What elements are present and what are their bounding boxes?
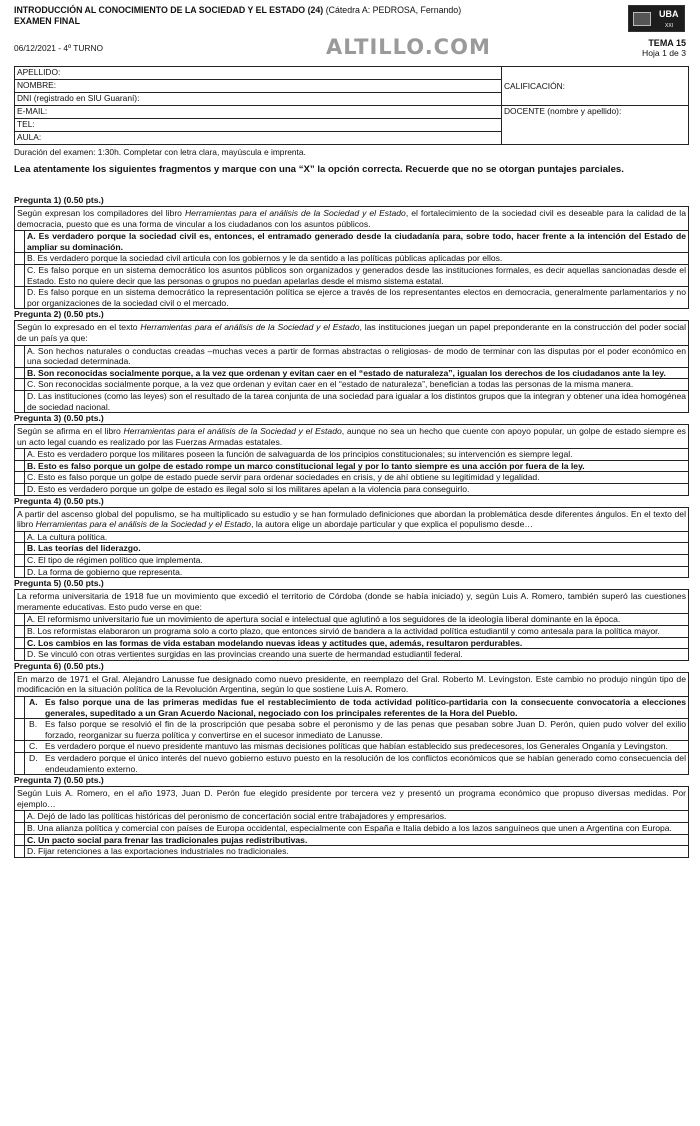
- aula-field[interactable]: AULA:: [15, 132, 502, 145]
- stem-text: , aunque no sea un hecho que cuente con apoyo popular, un golpe de estado siempre es un acto legal cuando es realizado por las Fuerzas Armadas estatales.: [17, 426, 686, 447]
- options-table: [14, 346, 689, 414]
- instructions: Lea atentamente los siguientes fragmentos y marque con una “X” la opción correcta. Recuerde que no se otorgan puntajes parciales.: [14, 164, 624, 175]
- answer-option[interactable]: [15, 449, 688, 460]
- answer-mark-box[interactable]: [15, 823, 25, 834]
- question-label: Pregunta 2) (0.50 pts.): [14, 309, 104, 320]
- answer-option[interactable]: [15, 483, 688, 495]
- answer-mark-box[interactable]: [15, 614, 25, 625]
- options-table: [14, 231, 689, 309]
- calificacion-field[interactable]: CALIFICACIÓN:: [502, 67, 689, 106]
- option-text: B. Es verdadero porque la sociedad civil articula con los gobiernos y le da sentido a las políticas públicas aplicadas por ellos.: [27, 253, 503, 264]
- answer-option[interactable]: [15, 637, 688, 649]
- answer-mark-box[interactable]: [15, 391, 25, 412]
- answer-mark-box[interactable]: [15, 543, 25, 554]
- question-block: [14, 413, 689, 496]
- answer-mark-box[interactable]: [15, 649, 25, 660]
- stem-text: La reforma universitaria de 1918 fue un movimiento que excedió el territorio de Córdoba (donde se había iniciado) y, según Luis A. Romero, también superó las cuestiones meramente educativas. Esto pudo verse en que:: [17, 591, 686, 612]
- logo-subtext: XXI: [665, 23, 674, 29]
- answer-mark-box[interactable]: [15, 567, 25, 578]
- answer-option[interactable]: [15, 614, 688, 625]
- sheet-number: Hoja 1 de 3: [642, 48, 686, 58]
- stem-text: , la autora elige un abordaje particular y que explica el populismo desde…: [251, 519, 533, 530]
- answer-option[interactable]: [15, 752, 688, 774]
- question-block: [14, 309, 689, 413]
- answer-mark-box[interactable]: [15, 719, 25, 740]
- question-stem: [14, 507, 689, 532]
- uba-logo: [628, 5, 685, 32]
- option-letter: D.: [29, 752, 38, 763]
- book-title: Herramientas para el análisis de la Sociedad y el Estado: [35, 519, 252, 530]
- question-block: [14, 578, 689, 661]
- tema-number: TEMA 15: [648, 38, 686, 48]
- question-label: Pregunta 7) (0.50 pts.): [14, 775, 104, 786]
- answer-mark-box[interactable]: [15, 835, 25, 846]
- answer-mark-box[interactable]: [15, 555, 25, 566]
- option-text: B. Una alianza política y comercial con países de Europa occidental, especialmente con España e Italia debido a los lazos sanguíneos que unen a Argentina con Europa.: [27, 822, 672, 833]
- answer-mark-box[interactable]: [15, 484, 25, 495]
- answer-mark-box[interactable]: [15, 626, 25, 637]
- email-field[interactable]: E-MAIL:: [15, 106, 502, 119]
- answer-option[interactable]: [15, 697, 688, 718]
- logo-text: UBA: [659, 9, 679, 19]
- docente-field[interactable]: DOCENTE (nombre y apellido):: [502, 106, 689, 145]
- option-letter: A.: [29, 696, 38, 707]
- question-label: Pregunta 5) (0.50 pts.): [14, 578, 104, 589]
- option-text: A. Dejó de lado las políticas históricas del peronismo de concertación social entre trabajadores y empresarios.: [27, 811, 447, 822]
- book-title: Herramientas para el análisis de la Sociedad y el Estado: [140, 322, 360, 333]
- options-table: [14, 697, 689, 775]
- question-label: Pregunta 6) (0.50 pts.): [14, 660, 104, 671]
- answer-option[interactable]: [15, 390, 688, 412]
- stem-text: Según Luis A. Romero, en el año 1973, Juan D. Perón fue elegido presidente por tercera vez y presentó un programa económico que propuso diversas medidas. Por ejemplo…: [17, 788, 686, 809]
- answer-mark-box[interactable]: [15, 638, 25, 649]
- duration-note: Duración del examen: 1:30h. Completar con letra clara, mayúscula e imprenta.: [14, 147, 306, 157]
- answer-option[interactable]: [15, 378, 688, 390]
- question-block: [14, 661, 689, 775]
- option-text: A. Esto es verdadero porque los militares poseen la función de salvaguarda de los principios constitucionales; su intervención es siempre legal.: [27, 449, 573, 460]
- options-table: [14, 614, 689, 660]
- exam-type: EXAMEN FINAL: [14, 16, 80, 26]
- option-text: D. Las instituciones (como las leyes) son el resultado de la tarea conjunta de una sociedad para igualar a los distintos grupos que la integran y obtener una idea homogénea de sociedad nacional.: [27, 390, 686, 412]
- questions-list: [14, 195, 689, 858]
- answer-option[interactable]: [15, 471, 688, 483]
- question-block: [14, 496, 689, 579]
- option-text: B. Las teorías del liderazgo.: [27, 543, 141, 554]
- answer-mark-box[interactable]: [15, 265, 25, 286]
- option-text: C. El tipo de régimen político que implementa.: [27, 555, 203, 566]
- exam-date: 06/12/2021 - 4º TURNO: [14, 43, 104, 53]
- answer-mark-box[interactable]: [15, 753, 25, 774]
- option-text: B. Esto es falso porque un golpe de estado rompe un marco constitucional legal y por lo tanto siempre es una acción por fuera de la ley.: [27, 460, 585, 471]
- option-letter: C.: [29, 741, 38, 752]
- question-block: [14, 775, 689, 858]
- option-text: Es verdadero porque el único interés del nuevo gobierno estuvo puesto en la resolución de los conflictos económicos que se habían generado como consecuencia del endeudamiento externo.: [45, 752, 686, 774]
- answer-option[interactable]: [15, 252, 688, 264]
- stem-text: Según expresan los compiladores del libro: [17, 208, 185, 218]
- answer-option[interactable]: [15, 740, 688, 752]
- options-table: [14, 811, 689, 857]
- answer-mark-box[interactable]: [15, 461, 25, 472]
- answer-option[interactable]: [15, 286, 688, 308]
- option-text: Es falso porque se resolvió el fin de la proscripción que pesaba sobre el peronismo y de las penas que pesaban sobre Juan D. Perón, quien pudo volver del exilio forzado, reorganizar su fuerza política y convertirse en el sucesor inmediato de Lanusse.: [45, 719, 686, 740]
- option-text: A. Son hechos naturales o conductas creadas –muchas veces a partir de formas abstractas o religiosas- de modo de terminar con las disputas por el poder económico en una sociedad determinada.: [27, 345, 686, 367]
- option-text: C. Un pacto social para frenar las tradicionales pujas redistributivas.: [27, 834, 308, 845]
- answer-mark-box[interactable]: [15, 449, 25, 460]
- question-label: Pregunta 1) (0.50 pts.): [14, 195, 104, 205]
- option-text: C. Son reconocidas socialmente porque, a la vez que ordenan y evitan caer en el “estado de naturaleza”, benefician a todas las personas de la misma manera.: [27, 379, 634, 390]
- answer-option[interactable]: [15, 648, 688, 660]
- answer-option[interactable]: [15, 460, 688, 472]
- answer-mark-box[interactable]: [15, 287, 25, 308]
- student-data-table: [14, 66, 689, 145]
- option-text: Es verdadero porque el nuevo presidente mantuvo las mismas decisiones políticas que habían establecido sus predecesores, los Generales Onganía y Levingston.: [45, 741, 668, 752]
- course-title: INTRODUCCIÓN AL CONOCIMIENTO DE LA SOCIEDAD Y EL ESTADO (24): [14, 5, 324, 15]
- answer-option[interactable]: [15, 264, 688, 286]
- answer-option[interactable]: [15, 566, 688, 578]
- question-label: Pregunta 4) (0.50 pts.): [14, 495, 104, 506]
- answer-option[interactable]: [15, 718, 688, 740]
- stem-text: Según lo expresado en el texto: [17, 322, 141, 333]
- answer-option[interactable]: [15, 625, 688, 637]
- option-text: Es falso porque una de las primeras medidas fue el restablecimiento de toda actividad político-partidaria con la consecuente convocatoria a elecciones generales, supeditado a un Gran Acuerdo Nacional, negociado con los principales referentes de la Hora del Pueblo.: [45, 696, 686, 718]
- stem-text: A partir del ascenso global del populismo, se ha multiplicado su estudio y se han formulado definiciones que abordan la problemática desde diferentes ángulos. En el texto del libro: [17, 508, 686, 530]
- nombre-field[interactable]: NOMBRE:: [15, 80, 502, 93]
- answer-option[interactable]: [15, 554, 688, 566]
- option-text: D. Se vinculó con otras vertientes surgidas en las provincias creando una suerte de hermandad estudiantil federal.: [27, 649, 463, 660]
- answer-mark-box[interactable]: [15, 379, 25, 390]
- question-block: [14, 195, 689, 309]
- logo-emblem-icon: [633, 12, 651, 26]
- stem-text: En marzo de 1971 el Gral. Alejandro Lanusse fue designado como nuevo presidente, en reemplazo del Gral. Roberto M. Levingston. Este cambio no produjo ningún tipo de modificación en la situación política de la Revolución Argentina, según lo que sostiene Luis A. Romero.: [17, 673, 686, 695]
- stem-text: , las instituciones juegan un papel preponderante en la construcción del poder social de un país ya que:: [17, 322, 686, 343]
- answer-mark-box[interactable]: [15, 532, 25, 543]
- option-text: A. El reformismo universitario fue un movimiento de apertura social e intelectual que aglutinó a los seguidores de la ideología liberal dominante en la época.: [27, 614, 621, 625]
- tema-box: [642, 38, 686, 58]
- answer-option[interactable]: [15, 367, 688, 379]
- tel-field[interactable]: TEL:: [15, 119, 502, 132]
- stem-text: Según se afirma en el libro: [17, 426, 124, 437]
- question-stem: [14, 786, 689, 811]
- answer-mark-box[interactable]: [15, 346, 25, 367]
- question-stem: [14, 320, 689, 345]
- answer-mark-box[interactable]: [15, 846, 25, 857]
- question-stem: [14, 206, 689, 231]
- answer-mark-box[interactable]: [15, 253, 25, 264]
- question-stem: [14, 424, 689, 449]
- answer-mark-box[interactable]: [15, 697, 25, 718]
- answer-mark-box[interactable]: [15, 811, 25, 822]
- answer-option[interactable]: [15, 542, 688, 554]
- answer-option[interactable]: [15, 532, 688, 543]
- option-letter: B.: [29, 719, 38, 730]
- option-text: C. Esto es falso porque un golpe de estado puede servir para ordenar sociedades en crisis, y de ahí obtiene su legitimidad y legalidad.: [27, 472, 540, 483]
- question-label: Pregunta 3) (0.50 pts.): [14, 413, 104, 424]
- stem-text: , el fortalecimiento de la sociedad civil es deseable para la calidad de la democracia, puesto que es una forma de vincular a los ciudadanos con los asuntos públicos.: [17, 208, 686, 229]
- option-text: D. La forma de gobierno que representa.: [27, 566, 183, 577]
- answer-mark-box[interactable]: [15, 741, 25, 752]
- answer-mark-box[interactable]: [15, 231, 25, 252]
- book-title: Herramientas para el análisis de la Sociedad y el Estado: [184, 208, 406, 218]
- answer-mark-box[interactable]: [15, 368, 25, 379]
- answer-mark-box[interactable]: [15, 472, 25, 483]
- dni-field[interactable]: DNI (registrado en SIU Guaraní):: [15, 93, 502, 106]
- option-text: B. Son reconocidas socialmente porque, a la vez que ordenan y evitan caer en el “estado de naturaleza”, igualan los derechos de los ciudadanos ante la ley.: [27, 367, 666, 378]
- options-table: [14, 449, 689, 495]
- answer-option[interactable]: [15, 811, 688, 822]
- option-text: A. Es verdadero porque la sociedad civil es, entonces, el entramado generado desde la ciudadanía para, sobre todo, hacer frente a la intención del Estado de ampliar su dominación.: [27, 231, 686, 252]
- apellido-field[interactable]: APELLIDO:: [15, 67, 502, 80]
- option-text: D. Esto es verdadero porque un golpe de estado es ilegal solo si los militares apelan a la violencia para conseguirlo.: [27, 484, 470, 495]
- option-text: C. Los cambios en las formas de vida estaban modelando nuevas ideas y actitudes que, además, resultaron perdurables.: [27, 637, 523, 648]
- answer-option[interactable]: [15, 834, 688, 846]
- answer-option[interactable]: [15, 231, 688, 252]
- option-text: A. La cultura política.: [27, 531, 108, 542]
- answer-option[interactable]: [15, 845, 688, 857]
- option-text: B. Los reformistas elaboraron un programa solo a corto plazo, que entonces sirvió de bandera a la actividad política estudiantil y como antesala para la política mayor.: [27, 626, 660, 636]
- question-stem: [14, 589, 689, 614]
- option-text: C. Es falso porque en un sistema democrático los asuntos públicos son organizados y generados desde las instituciones formales, es decir aquellas sancionadas desde el Estado. Esto no quiere decir que las personas o grupos no puedan apelarlas desde el mismo sistema estatal.: [27, 264, 686, 286]
- chair-name: (Cátedra A: PEDROSA, Fernando): [325, 5, 462, 15]
- question-stem: [14, 672, 689, 697]
- option-text: D. Es falso porque en un sistema democrático la representación política se ejerce a través de los representantes electos en democracia, generalmente parlamentarios y no por organizaciones de la sociedad civil o el mercado.: [27, 287, 686, 308]
- answer-option[interactable]: [15, 346, 688, 367]
- watermark: ALTILLO.COM: [326, 35, 491, 59]
- exam-header: [14, 5, 554, 27]
- answer-option[interactable]: [15, 822, 688, 834]
- options-table: [14, 532, 689, 578]
- option-text: D. Fijar retenciones a las exportaciones industriales no tradicionales.: [27, 846, 289, 857]
- book-title: Herramientas para el análisis de la Sociedad y el Estado: [123, 426, 342, 437]
